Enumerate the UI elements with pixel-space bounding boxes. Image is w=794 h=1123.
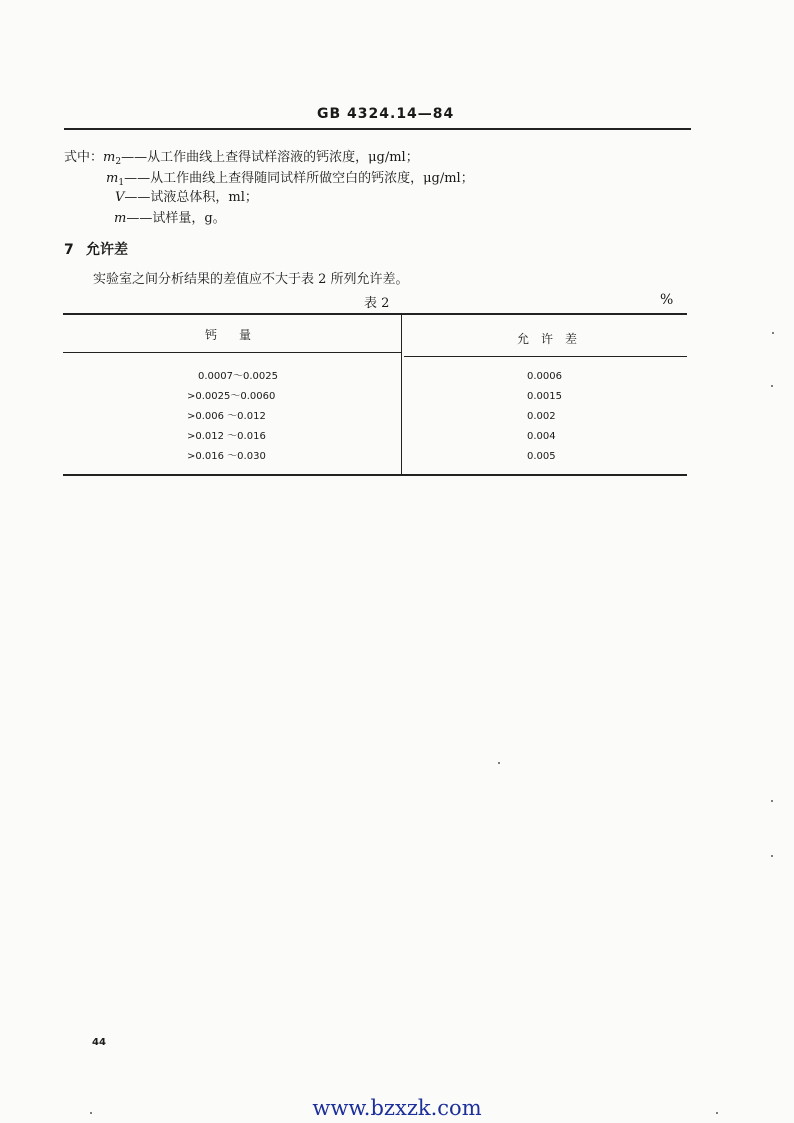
- table-top-rule: [63, 313, 687, 315]
- section-paragraph: 实验室之间分析结果的差值应不大于表 2 所列允许差。: [93, 272, 409, 287]
- legend-subscript: 2: [115, 157, 122, 167]
- legend-text: 从工作曲线上查得随同试样所做空白的钙浓度，μg/ml；: [150, 171, 474, 186]
- legend-text: 试样量，g。: [152, 211, 226, 226]
- standard-code: GB 4324.14—84: [317, 106, 455, 122]
- scan-speck: [772, 332, 774, 334]
- legend-symbol: m: [103, 150, 116, 165]
- table-cell-range: 0.0007～0.0025: [198, 371, 278, 382]
- legend-symbol: m: [106, 171, 119, 186]
- table-cell-tolerance: 0.005: [527, 451, 556, 462]
- legend-text: 试液总体积，ml；: [150, 190, 258, 205]
- legend-text: 从工作曲线上查得试样溶液的钙浓度，μg/ml；: [147, 150, 419, 165]
- scan-speck: [771, 385, 773, 387]
- table-header-calcium: 钙量: [205, 328, 274, 342]
- legend-prefix: 式中：: [64, 150, 104, 165]
- section-heading: [64, 239, 128, 259]
- table-cell-range: >0.012 ～0.016: [187, 431, 266, 442]
- legend-symbol: V: [115, 190, 125, 205]
- table-cell-range: >0.016 ～0.030: [187, 451, 266, 462]
- scan-speck: [498, 762, 500, 764]
- table-cell-range: >0.006 ～0.012: [187, 411, 266, 422]
- legend-dash: ——: [124, 190, 151, 205]
- watermark-url: www.bzxzk.com: [312, 1096, 482, 1120]
- legend-subscript: 1: [118, 178, 125, 188]
- legend-line-4: [114, 207, 226, 226]
- legend-dash: ——: [124, 171, 151, 186]
- table-unit: %: [660, 292, 674, 308]
- legend-line-1: [64, 146, 419, 167]
- table-cell-tolerance: 0.0006: [527, 371, 562, 382]
- legend-symbol: m: [114, 211, 127, 226]
- legend-dash: ——: [126, 211, 153, 226]
- legend-line-3: [115, 186, 258, 205]
- table-header-rule-right: [404, 356, 687, 357]
- table-cell-tolerance: 0.004: [527, 431, 556, 442]
- section-title: 允许差: [86, 242, 128, 258]
- legend-dash: ——: [121, 150, 148, 165]
- header-rule: [64, 128, 691, 130]
- scan-speck: [771, 800, 773, 802]
- table-cell-tolerance: 0.002: [527, 411, 556, 422]
- table-bottom-rule: [63, 474, 687, 476]
- scan-speck: [771, 855, 773, 857]
- table-header-tolerance: 允许差: [517, 332, 590, 346]
- page-number: 44: [92, 1037, 106, 1048]
- table-caption: 表 2: [364, 296, 390, 311]
- table-header-rule-left: [63, 352, 402, 353]
- table-cell-range: >0.0025～0.0060: [187, 391, 276, 402]
- table-cell-tolerance: 0.0015: [527, 391, 562, 402]
- section-number: 7: [64, 242, 74, 258]
- legend-line-2: [106, 167, 474, 188]
- table-column-divider: [401, 314, 402, 475]
